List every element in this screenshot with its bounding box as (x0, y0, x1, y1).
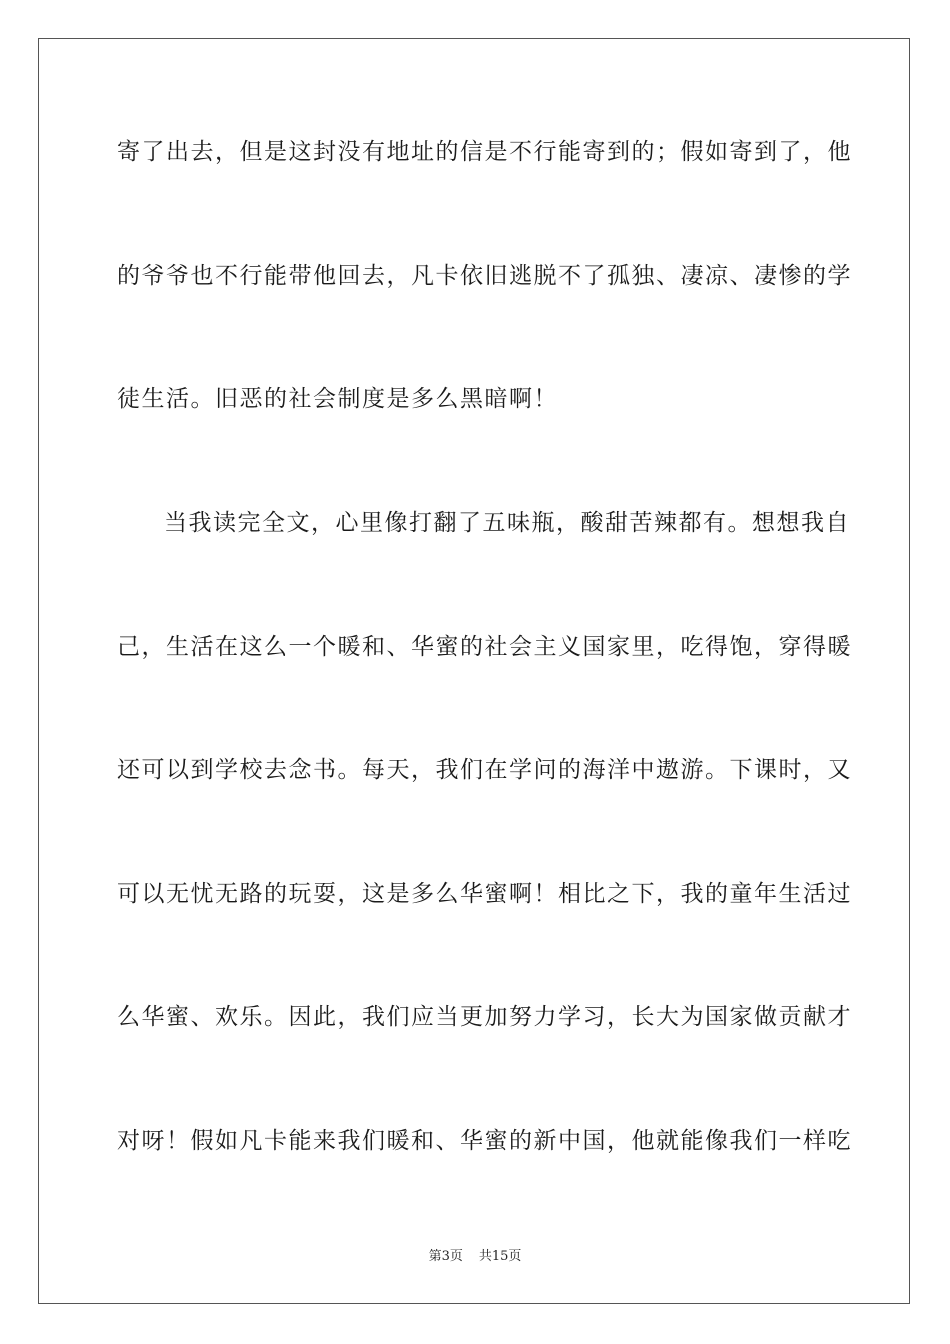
total-pages: 共15页 (478, 1249, 522, 1264)
text-line: 己，生活在这么一个暖和、华蜜的社会主义国家里，吃得饱，穿得暖 (117, 634, 852, 660)
text-line: 寄了出去，但是这封没有地址的信是不行能寄到的；假如寄到了，他 (117, 139, 852, 165)
page-border (38, 38, 910, 1304)
text-line: 徒生活。旧恶的社会制度是多么黑暗啊！ (117, 386, 558, 412)
text-line: 可以无忧无路的玩耍，这是多么华蜜啊！相比之下，我的童年生活过 (117, 881, 852, 907)
text-line: 还可以到学校去念书。每天，我们在学问的海洋中遨游。下课时，又 (117, 757, 852, 783)
page-number: 第3页 (428, 1249, 463, 1264)
text-line: 么华蜜、欢乐。因此，我们应当更加努力学习，长大为国家做贡献才 (117, 1004, 852, 1030)
text-line: 对呀！假如凡卡能来我们暖和、华蜜的新中国，他就能像我们一样吃 (117, 1128, 852, 1154)
text-line: 的爷爷也不行能带他回去，凡卡依旧逃脱不了孤独、凄凉、凄惨的学 (117, 263, 852, 289)
page-footer (0, 1249, 950, 1265)
paragraph-first-line: 当我读完全文，心里像打翻了五味瓶，酸甜苦辣都有。想想我自 (164, 510, 850, 536)
